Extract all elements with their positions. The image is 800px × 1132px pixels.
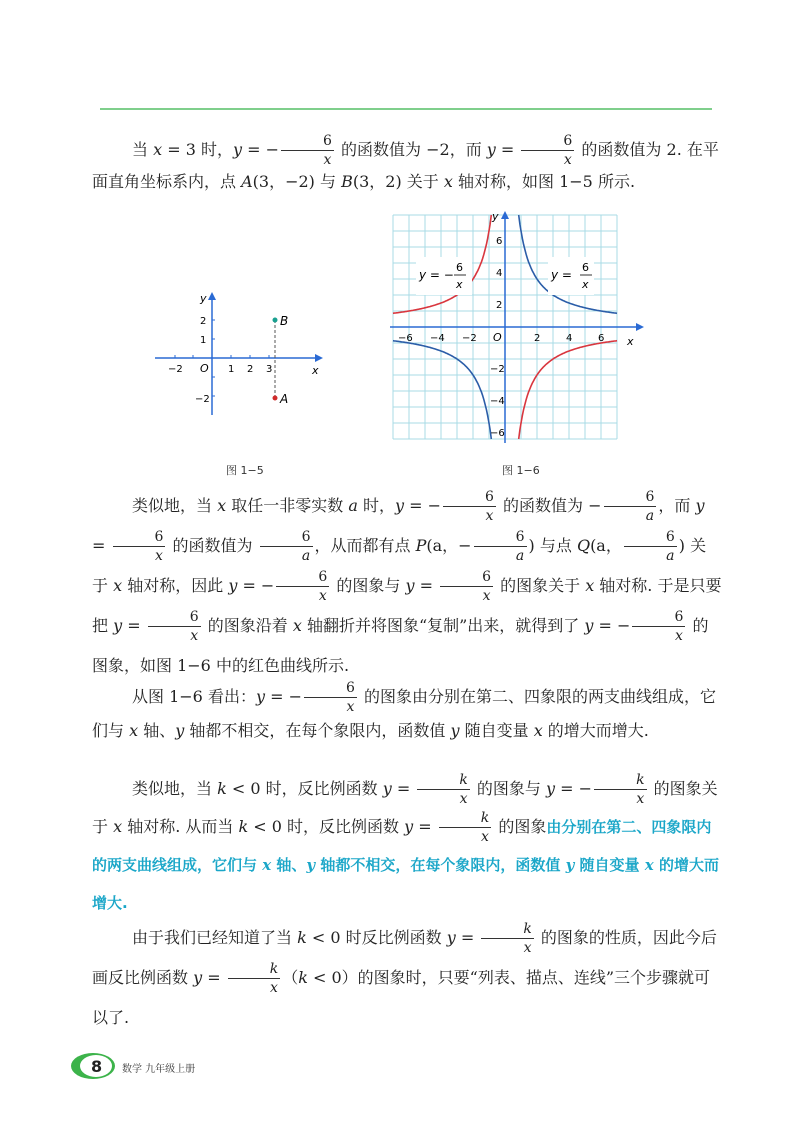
y-tick-label: 6 — [496, 236, 503, 247]
fraction: $\frac{6}{a}$ — [474, 530, 527, 563]
point-label: A — [241, 172, 253, 191]
point-b — [273, 318, 278, 323]
text: = 3 时， — [162, 140, 233, 159]
fraction: $\frac{6}{x}$ — [632, 610, 685, 643]
fraction: $\frac{6}{x}$ — [440, 570, 493, 603]
fraction: $\frac{k}{x}$ — [228, 962, 280, 995]
point-label: B — [341, 172, 353, 191]
fraction: $\frac{6}{x}$ — [443, 490, 496, 523]
footer-book-title: 数学 九年级上册 — [122, 1064, 196, 1075]
var-x: x — [153, 140, 163, 159]
expr: y = — [486, 140, 520, 159]
x-tick-label: −4 — [430, 333, 445, 344]
x-tick-label: −2 — [168, 364, 183, 375]
figure-1-5 — [150, 290, 330, 420]
x-tick-label: 2 — [247, 364, 254, 375]
text: 轴对称，如图 1−5 所示. — [452, 172, 636, 191]
x-axis-arrow — [315, 354, 323, 362]
fraction: $\frac{k}{x}$ — [439, 811, 491, 844]
x-axis-label: x — [627, 335, 634, 348]
fraction: $\frac{k}{x}$ — [481, 922, 533, 955]
fraction: $\frac{6}{x}$ — [281, 134, 334, 167]
fraction: $\frac{6}{x}$ — [521, 134, 574, 167]
fraction: $\frac{6}{x}$ — [276, 570, 329, 603]
point-a-label: A — [280, 392, 289, 406]
y-tick-label: −2 — [195, 394, 210, 405]
y-tick-label: 1 — [200, 335, 207, 346]
point-b-label: B — [280, 314, 289, 328]
paragraph-5: 由于我们已经知道了当 k < 0 时反比例函数 y = $\frac{k}{x}$ 的图象的性质，因此今后画反比例函数 y = $\frac{k}{x}$ （k < 0）的图象时，只要“列表、描点、连线”三个步骤就可以了. — [92, 921, 717, 1027]
x-axis-arrow — [636, 323, 644, 331]
expr: y = − — [232, 140, 280, 159]
text: 的函数值为 −2，而 — [335, 140, 487, 159]
origin-label: O — [200, 362, 209, 375]
x-tick-label: −2 — [462, 333, 477, 344]
figure-1-6 — [380, 205, 650, 450]
y-tick-label: −4 — [490, 396, 505, 407]
curve-label-pos: y = — [551, 268, 572, 282]
figure-1-5-caption: 图 1−5 — [226, 464, 264, 477]
y-axis-label: y — [492, 210, 499, 223]
fraction: $\frac{6}{x}$ — [113, 530, 166, 563]
x-axis-label: x — [312, 364, 319, 377]
text: (3，−2) 与 — [252, 172, 342, 191]
page-number: 8 — [91, 1057, 103, 1076]
fraction: $\frac{6}{x}$ — [148, 610, 201, 643]
x-tick-label: 4 — [566, 333, 573, 344]
curve-label-den: x — [582, 278, 589, 291]
fraction: $\frac{6}{a}$ — [604, 490, 657, 523]
curve-label-num: 6 — [582, 261, 589, 274]
paragraph-2: 类似地，当 x 取任一非零实数 a 时，y = − $\frac{6}{x}$ 的函数值为 − $\frac{6}{a}$ ，而 y = $\frac{6}{x}$ 的函数值为 $\frac{6}{a}$ ，从而都有点 P(a，− $\frac{6}{a}$ ) 与点 Q(a， $\frac{6}{a}$ ) 关于 x 轴对称，因此 y = − $\frac{6}{x}$ 的图象与 y = $\frac{6}{x}$ 的图象关于 x 轴对称. 于是只要把 y = $\frac{6}{x}$ 的图象沿着 x 轴翻折并将图象“复制”出来，就得到了 y = − $\frac{6}{x}$ 的图象，如图 1−6 中的红色曲线所示. — [92, 489, 722, 675]
curve-label-neg: y = − — [419, 268, 454, 282]
curve-label-den: x — [456, 278, 463, 291]
y-axis-arrow — [208, 292, 216, 300]
x-tick-label: 3 — [266, 364, 273, 375]
fraction: $\frac{6}{a}$ — [260, 530, 313, 563]
text: 的函数值为 2. 在平面直角坐标系内，点 — [92, 140, 719, 191]
y-axis-label: y — [200, 292, 207, 305]
fraction: $\frac{k}{x}$ — [594, 773, 646, 806]
text: (3，2) 关于 — [352, 172, 444, 191]
x-tick-label: −6 — [398, 333, 413, 344]
y-tick-label: −2 — [490, 364, 505, 375]
x-tick-label: 1 — [228, 364, 235, 375]
text: 当 — [132, 140, 154, 159]
curve-label-num: 6 — [456, 261, 463, 274]
x-tick-label: 2 — [534, 333, 541, 344]
var-x: x — [443, 172, 453, 191]
curve-neg-branch-q4 — [519, 341, 617, 439]
x-tick-label: 6 — [598, 333, 605, 344]
paragraph-4: 类似地，当 k < 0 时，反比例函数 y = $\frac{k}{x}$ 的图象与 y = − $\frac{k}{x}$ 的图象关于 x 轴对称. 从而当 k < 0 时，反比例函数 y = $\frac{k}{x}$ 的图象由分别在第二、四象限内的两支曲线组成，它们与 x 轴、y 轴都不相交，在每个象限内，函数值 y 随自变量 x 的增大而增大. — [92, 772, 719, 912]
fraction: $\frac{6}{a}$ — [624, 530, 677, 563]
header-rule — [100, 108, 712, 110]
highlighted-conclusion: 由分别在第二、四象限内的两支曲线组成，它们与 x 轴、y 轴都不相交，在每个象限内，函数值 y 随自变量 x 的增大而增大. — [92, 818, 719, 912]
fraction: $\frac{6}{x}$ — [304, 681, 357, 714]
point-a — [273, 396, 278, 401]
curve-pos-branch-q3 — [393, 341, 491, 439]
fraction: $\frac{k}{x}$ — [417, 773, 469, 806]
y-tick-label: 4 — [496, 268, 503, 279]
paragraph-3: 从图 1−6 看出：y = − $\frac{6}{x}$ 的图象由分别在第二、四象限的两支曲线组成，它们与 x 轴、y 轴都不相交，在每个象限内，函数值 y 随自变量 x 的增大而增大. — [92, 680, 716, 740]
origin-label: O — [493, 331, 502, 344]
y-tick-label: −6 — [490, 428, 505, 439]
figure-1-6-caption: 图 1−6 — [502, 464, 540, 477]
y-tick-label: 2 — [200, 316, 207, 327]
y-tick-label: 2 — [496, 300, 503, 311]
page-number-badge — [70, 1052, 116, 1080]
paragraph-1 — [92, 134, 722, 197]
